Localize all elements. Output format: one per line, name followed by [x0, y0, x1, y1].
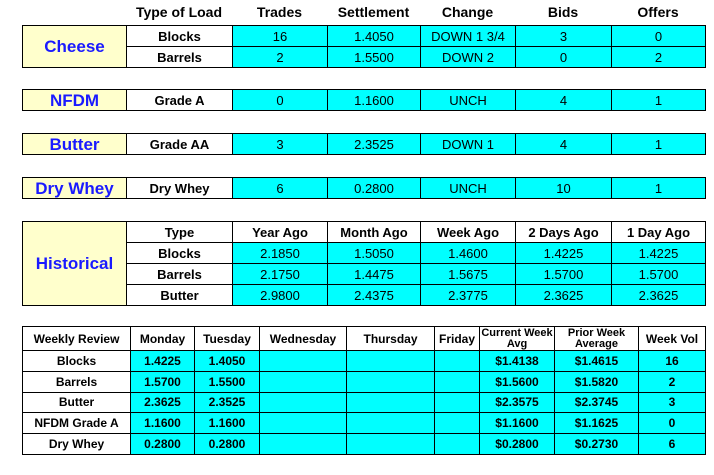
weekly-cell: $1.1600 — [480, 413, 555, 434]
drywhey-title: Dry Whey — [23, 178, 127, 199]
header-trades: Trades — [256, 4, 303, 20]
historical-cell: 1.4225 — [612, 243, 706, 264]
cheese-blocks-offers: 0 — [612, 26, 706, 47]
historical-row-label: Barrels — [127, 264, 233, 285]
nfdm-type: Grade A — [127, 90, 233, 111]
weekly-cell: $2.3575 — [480, 392, 555, 413]
weekly-cell: 16 — [639, 351, 706, 372]
historical-cell: 2.4375 — [328, 285, 421, 306]
weekly-cell — [347, 413, 435, 434]
weekly-col-header: Prior Week Average — [555, 327, 639, 351]
table-row — [23, 351, 706, 372]
weekly-cell: 0.2800 — [131, 434, 195, 455]
historical-table — [22, 221, 706, 306]
weekly-cell — [435, 371, 480, 392]
historical-cell: 1.4600 — [421, 243, 516, 264]
weekly-cell: 3 — [639, 392, 706, 413]
cheese-barrels-change: DOWN 2 — [421, 47, 516, 68]
cheese-blocks-trades: 16 — [233, 26, 328, 47]
weekly-cell — [435, 413, 480, 434]
weekly-col-header: Wednesday — [260, 327, 347, 351]
historical-cell: 1.4475 — [328, 264, 421, 285]
table-row — [23, 413, 706, 434]
weekly-col-header: Weekly Review — [23, 327, 131, 351]
butter-title: Butter — [23, 134, 127, 155]
cheese-barrels-bids: 0 — [516, 47, 612, 68]
cheese-barrels-trades: 2 — [233, 47, 328, 68]
weekly-col-header: Thursday — [347, 327, 435, 351]
weekly-cell: 1.5700 — [131, 371, 195, 392]
weekly-cell — [435, 434, 480, 455]
drywhey-type: Dry Whey — [127, 178, 233, 199]
weekly-cell — [260, 434, 347, 455]
nfdm-title: NFDM — [23, 90, 127, 111]
historical-cell: 1.4225 — [516, 243, 612, 264]
weekly-cell: 0.2800 — [195, 434, 260, 455]
drywhey-offers: 1 — [612, 178, 706, 199]
weekly-cell: 1.4225 — [131, 351, 195, 372]
historical-cell: 2.3625 — [612, 285, 706, 306]
weekly-cell: 0 — [639, 413, 706, 434]
historical-col-header: Month Ago — [328, 222, 421, 243]
historical-row-label: Blocks — [127, 243, 233, 264]
cheese-title: Cheese — [23, 26, 127, 68]
butter-settlement: 2.3525 — [328, 134, 421, 155]
nfdm-bids: 4 — [516, 90, 612, 111]
weekly-cell — [435, 351, 480, 372]
drywhey-change: UNCH — [421, 178, 516, 199]
cheese-blocks-change: DOWN 1 3/4 — [421, 26, 516, 47]
historical-col-header: 2 Days Ago — [516, 222, 612, 243]
weekly-col-header: Monday — [131, 327, 195, 351]
butter-trades: 3 — [233, 134, 328, 155]
cheese-barrels-settlement: 1.5500 — [328, 47, 421, 68]
weekly-cell: $1.4615 — [555, 351, 639, 372]
butter-type: Grade AA — [127, 134, 233, 155]
butter-bids: 4 — [516, 134, 612, 155]
historical-cell: 2.3775 — [421, 285, 516, 306]
historical-cell: 1.5050 — [328, 243, 421, 264]
cheese-blocks-settlement: 1.4050 — [328, 26, 421, 47]
header-offers: Offers — [637, 4, 679, 20]
weekly-col-header: Current Week Avg — [481, 326, 553, 350]
historical-col-header: Week Ago — [421, 222, 516, 243]
historical-col-header: Year Ago — [233, 222, 328, 243]
cheese-barrels-offers: 2 — [612, 47, 706, 68]
nfdm-offers: 1 — [612, 90, 706, 111]
weekly-row-label: Dry Whey — [23, 434, 131, 455]
butter-offers: 1 — [612, 134, 706, 155]
header-settlement: Settlement — [337, 4, 410, 20]
historical-title: Historical — [23, 222, 127, 306]
historical-cell: 2.1850 — [233, 243, 328, 264]
cheese-barrels-type: Barrels — [127, 47, 233, 68]
weekly-cell: $1.1625 — [555, 413, 639, 434]
historical-cell: 2.9800 — [233, 285, 328, 306]
butter-change: DOWN 1 — [421, 134, 516, 155]
header-type-of-load: Type of Load — [135, 4, 223, 20]
drywhey-bids: 10 — [516, 178, 612, 199]
historical-cell: 1.5700 — [612, 264, 706, 285]
weekly-cell — [347, 351, 435, 372]
header-change: Change — [441, 4, 494, 20]
weekly-cell: $1.5820 — [555, 371, 639, 392]
weekly-cell: $1.4138 — [480, 351, 555, 372]
weekly-cell: 1.1600 — [131, 413, 195, 434]
weekly-cell: 1.4050 — [195, 351, 260, 372]
historical-col-header: 1 Day Ago — [612, 222, 706, 243]
cheese-table — [22, 25, 706, 68]
weekly-col-header: Tuesday — [195, 327, 260, 351]
weekly-cell: 2.3525 — [195, 392, 260, 413]
historical-cell: 2.1750 — [233, 264, 328, 285]
weekly-row-label: Butter — [23, 392, 131, 413]
table-row — [23, 392, 706, 413]
weekly-review-table — [22, 326, 706, 455]
butter-table — [22, 133, 706, 155]
historical-col-header: Type — [127, 222, 233, 243]
weekly-cell — [435, 392, 480, 413]
nfdm-trades: 0 — [233, 90, 328, 111]
weekly-cell: 2.3625 — [131, 392, 195, 413]
weekly-row-label: Barrels — [23, 371, 131, 392]
weekly-cell — [347, 392, 435, 413]
historical-cell: 2.3625 — [516, 285, 612, 306]
header-bids: Bids — [547, 4, 579, 20]
drywhey-table — [22, 177, 706, 199]
historical-cell: 1.5675 — [421, 264, 516, 285]
nfdm-settlement: 1.1600 — [328, 90, 421, 111]
cheese-blocks-bids: 3 — [516, 26, 612, 47]
weekly-cell: 1.5500 — [195, 371, 260, 392]
weekly-col-header: Friday — [435, 327, 480, 351]
weekly-row-label: Blocks — [23, 351, 131, 372]
weekly-cell — [347, 434, 435, 455]
table-row — [23, 434, 706, 455]
weekly-col-header: Week Vol — [639, 327, 706, 351]
table-row — [23, 371, 706, 392]
weekly-cell: 1.1600 — [195, 413, 260, 434]
cheese-blocks-type: Blocks — [127, 26, 233, 47]
weekly-cell: $2.3745 — [555, 392, 639, 413]
weekly-cell: 2 — [639, 371, 706, 392]
weekly-cell — [260, 392, 347, 413]
weekly-cell — [260, 351, 347, 372]
weekly-cell: $0.2730 — [555, 434, 639, 455]
nfdm-change: UNCH — [421, 90, 516, 111]
weekly-cell: $0.2800 — [480, 434, 555, 455]
drywhey-trades: 6 — [233, 178, 328, 199]
weekly-row-label: NFDM Grade A — [23, 413, 131, 434]
historical-row-label: Butter — [127, 285, 233, 306]
historical-cell: 1.5700 — [516, 264, 612, 285]
weekly-cell — [260, 371, 347, 392]
weekly-cell — [347, 371, 435, 392]
weekly-cell: $1.5600 — [480, 371, 555, 392]
weekly-cell — [260, 413, 347, 434]
drywhey-settlement: 0.2800 — [328, 178, 421, 199]
weekly-cell: 6 — [639, 434, 706, 455]
nfdm-table — [22, 89, 706, 111]
